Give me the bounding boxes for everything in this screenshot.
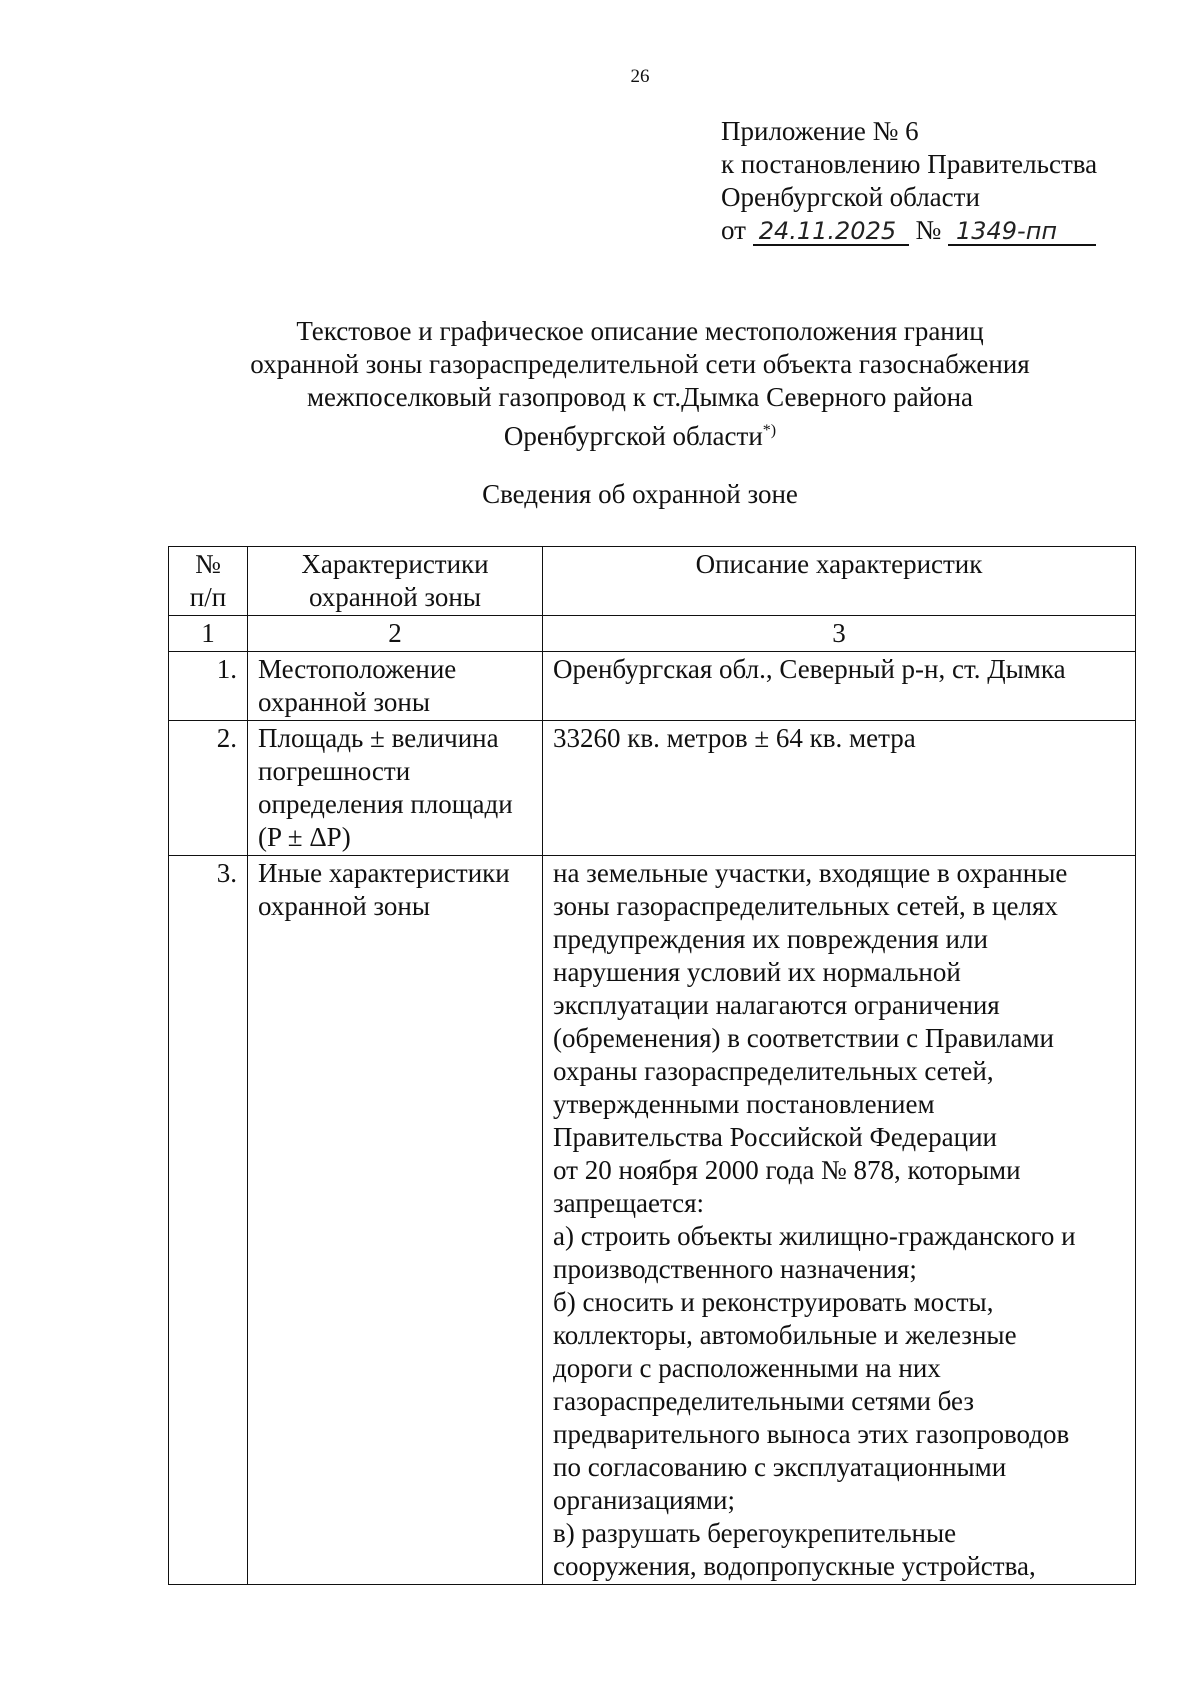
row-characteristic (248, 721, 543, 856)
row-number: 1. (169, 652, 248, 721)
title-line-4-wrap (150, 414, 1130, 451)
title-line-3: межпоселковый газопровод к ст.Дымка Северного района (306, 382, 974, 412)
row-description-line: предварительного выноса этих газопроводов (553, 1419, 1070, 1449)
appendix-line-2: к постановлению Правительства (721, 149, 1098, 179)
header-number-line: п/п (189, 582, 227, 612)
index-cell-1: 1 (169, 616, 248, 652)
row-description-line: утвержденными постановлением (553, 1089, 935, 1119)
row-description (543, 721, 1136, 856)
row-description-line: по согласованию с эксплуатационными (553, 1452, 1007, 1482)
index-cell-2: 2 (248, 616, 543, 652)
row-description-line: организациями; (553, 1485, 735, 1515)
row-characteristic-line: охранной зоны (258, 891, 431, 921)
header-number (169, 547, 248, 616)
appendix-date-number-row (721, 214, 1097, 247)
appendix-line-3: Оренбургской области (721, 182, 980, 212)
row-description-line: 33260 кв. метров ± 64 кв. метра (553, 723, 916, 753)
row-description-line: (обременения) в соответствии с Правилами (553, 1023, 1054, 1053)
row-description-line: на земельные участки, входящие в охранные (553, 858, 1068, 888)
row-description-line: в) разрушать берегоукрепительные (553, 1518, 957, 1548)
row-number: 3. (169, 856, 248, 1585)
appendix-line-1: Приложение № 6 (721, 116, 919, 146)
header-characteristics-line: Характеристики (301, 549, 489, 579)
document-title (150, 315, 1130, 451)
section-title: Сведения об охранной зоне (482, 479, 798, 509)
header-description-line: Описание характеристик (695, 549, 983, 579)
header-number-line: № (195, 549, 221, 579)
row-description-line: коллекторы, автомобильные и железные (553, 1320, 1017, 1350)
row-number: 2. (169, 721, 248, 856)
table-row (169, 652, 1136, 721)
row-description-line: производственного назначения; (553, 1254, 917, 1284)
title-line-2: охранной зоны газораспределительной сети объекта газоснабжения (250, 349, 1030, 379)
row-description-line: газораспределительными сетями без (553, 1386, 975, 1416)
row-description-line: охраны газораспределительных сетей, (553, 1056, 994, 1086)
row-characteristic (248, 652, 543, 721)
row-characteristic-line: Местоположение (258, 654, 457, 684)
row-description (543, 856, 1136, 1585)
table-row (169, 856, 1136, 1585)
row-characteristic-line: Площадь ± величина (258, 723, 499, 753)
title-line-4: Оренбургской области (503, 421, 763, 451)
row-description (543, 652, 1136, 721)
row-characteristic-line: охранной зоны (258, 687, 431, 717)
row-description-line: Правительства Российской Федерации (553, 1122, 997, 1152)
row-description-line: эксплуатации налагаются ограничения (553, 990, 1000, 1020)
index-cell-3: 3 (543, 616, 1136, 652)
row-description-line: нарушения условий их нормальной (553, 957, 961, 987)
row-description-line: запрещается: (553, 1188, 705, 1218)
row-description-line: зоны газораспределительных сетей, в целях (553, 891, 1058, 921)
row-description-line: предупреждения их повреждения или (553, 924, 988, 954)
row-description-line: б) сносить и реконструировать мосты, (553, 1287, 994, 1317)
row-description-line: сооружения, водопропускные устройства, (553, 1551, 1036, 1581)
title-line-1: Текстовое и графическое описание местоположения границ (296, 316, 984, 346)
row-characteristic-line: (P ± ΔP) (258, 822, 351, 852)
footnote-mark: *) (762, 422, 777, 439)
number-label: № (915, 215, 942, 245)
row-characteristic-line: определения площади (258, 789, 513, 819)
row-description-line: дороги с расположенными на них (553, 1353, 941, 1383)
page-number: 26 (630, 66, 650, 87)
table-header-row (169, 547, 1136, 616)
row-characteristic-line: Иные характеристики (258, 858, 510, 888)
header-description (543, 547, 1136, 616)
table-index-row (169, 616, 1136, 652)
row-characteristic (248, 856, 543, 1585)
header-characteristics-line: охранной зоны (308, 582, 481, 612)
appendix-block (721, 115, 1097, 247)
row-description-line: а) строить объекты жилищно-гражданского и (553, 1221, 1076, 1251)
from-label: от (721, 215, 746, 245)
table-row (169, 721, 1136, 856)
handwritten-date: 24.11.2025 (753, 218, 909, 246)
header-characteristics (248, 547, 543, 616)
protection-zone-table (168, 546, 1136, 1585)
row-description-line: Оренбургская обл., Северный р-н, ст. Дымка (553, 654, 1066, 684)
handwritten-number: 1349-пп (948, 218, 1096, 246)
row-description-line: от 20 ноября 2000 года № 878, которыми (553, 1155, 1021, 1185)
row-characteristic-line: погрешности (258, 756, 411, 786)
